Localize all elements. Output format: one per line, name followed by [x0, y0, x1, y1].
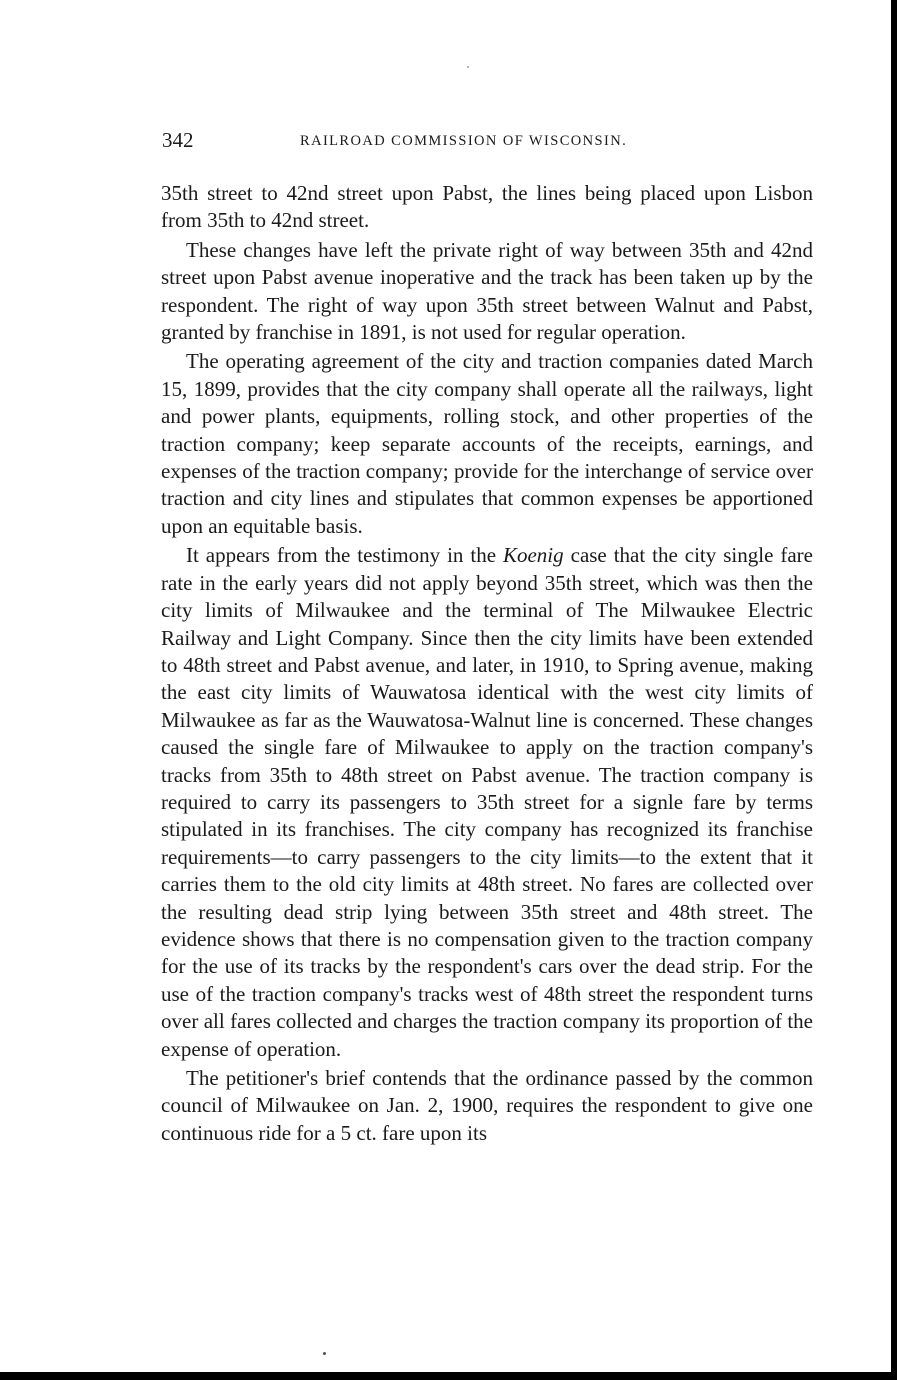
scan-edge-bottom	[0, 1372, 897, 1380]
paragraph-operating-agreement: The operating agreement of the city and traction companies dated March 15, 1899, provides that the city company shall operate all the railways, light and power plants, equipments, rolling stock, and other properties of the traction company; keep separate accounts of the receipts, earnings, and expenses of the traction company; provide for the interchange of service over traction and city lines and stipulates that common expenses be apportioned upon an equitable basis.	[161, 349, 813, 538]
page-speck	[467, 66, 469, 68]
paragraph-continuation: 35th street to 42nd street upon Pabst, the lines being placed upon Lisbon from 35th to 42nd street.	[161, 181, 813, 233]
running-head: RAILROAD COMMISSION OF WISCONSIN.	[300, 133, 628, 149]
case-name-italic: Koenig	[502, 543, 564, 568]
body-text	[161, 180, 813, 1149]
paragraph-petitioner-brief: The petitioner's brief contends that the ordinance passed by the common council of Milwaukee on Jan. 2, 1900, requires the respondent to give one continuous ride for a 5 ct. fare upon its	[161, 1066, 813, 1145]
paragraph-changes: These changes have left the private right of way between 35th and 42nd street upon Pabst avenue inoperative and the track has been taken up by the respondent. The right of way upon 35th street between Walnut and Pabst, granted by franchise in 1891, is not used for regular operation.	[161, 237, 813, 345]
scan-edge-right	[891, 0, 897, 1380]
paragraph-koenig-rest: case that the city single fare rate in the early years did not apply beyond 35th street, which was then the city limits of Milwaukee and the terminal of The Milwaukee Electric Railway and Light Company. Since then the city limits have been extended to 48th street and Pabst avenue, and later, in 1910, to Spring avenue, making the east city limits of Wauwatosa identical with the west city limits of Milwaukee as far as the Wauwatosa-Walnut line is concerned. These changes caused the single fare of Milwaukee to apply on the traction company's tracks from 35th to 48th street on Pabst avenue. The traction company is required to carry its passengers to 35th street for a signle fare by terms stipulated in its franchises. The city company has recognized its franchise requirements—to carry passengers to the city limits—to the extent that it carries them to the old city limits at 48th street. No fares are collected over the resulting dead strip lying between 35th street and 48th street. The evidence shows that there is no compensation given to the traction company for the use of its tracks by the respondent's cars over the dead strip. For the use of the traction company's tracks west of 48th street the respondent turns over all fares collected and charges the traction company its proportion of the expense of operation.	[161, 543, 813, 1061]
paragraph-koenig-testimony	[161, 542, 813, 1063]
page-header	[162, 128, 814, 152]
page-speck-bottom	[323, 1352, 326, 1355]
page-number: 342	[162, 128, 194, 152]
paragraph-koenig-lead: It appears from the testimony in the	[186, 543, 503, 568]
